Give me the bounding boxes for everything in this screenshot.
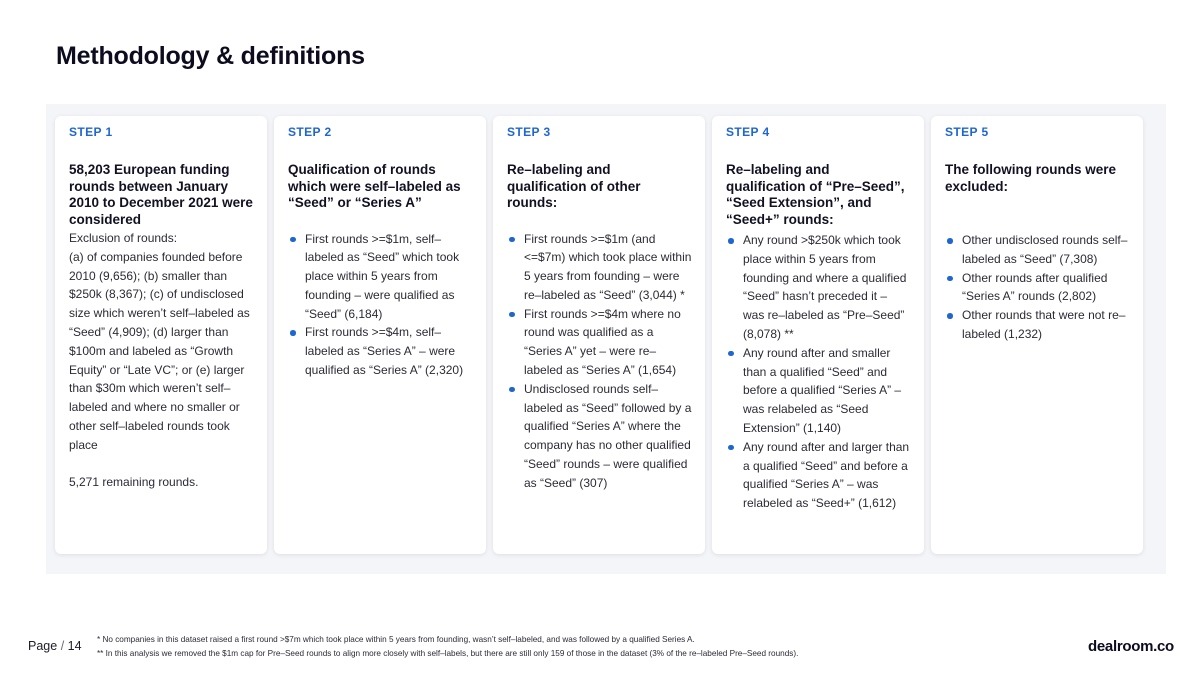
list-item: Undisclosed rounds self–labeled as “Seed” followed by a qualified “Series A” where the company has no other qualified “Seed” rounds – were qualified as “Seed” (307)	[507, 380, 692, 493]
step-5-card	[931, 116, 1143, 554]
step-1-intro: Exclusion of rounds:	[69, 231, 178, 245]
list-item: Other undisclosed rounds self–labeled as “Seed” (7,308)	[945, 231, 1130, 269]
list-item: First rounds >=$1m, self–labeled as “Seed” which took place within 5 years from founding – were qualified as “Seed” (6,184)	[288, 230, 473, 324]
step-2-bullets	[288, 230, 473, 380]
step-1-body: (a) of companies founded before 2010 (9,656); (b) smaller than $250k (8,367); (c) of undisclosed size which weren’t self–labeled as “Seed” (4,909); (d) larger than $100m and labeled as “Growth Equity” or “Late VC”; or (e) larger than $30m which weren’t self–labeled and where no smaller or other self–labeled rounds took place	[69, 249, 250, 452]
page-number	[28, 639, 82, 653]
step-5-heading: The following rounds were excluded:	[945, 162, 1117, 194]
footnotes	[97, 633, 798, 660]
list-item: First rounds >=$1m (and <=$7m) which took place within 5 years from founding – were re–labeled as “Seed” (3,044) *	[507, 230, 692, 305]
list-item: Other rounds that were not re–labeled (1,232)	[945, 306, 1130, 344]
list-item: First rounds >=$4m, self–labeled as “Series A” – were qualified as “Series A” (2,320)	[288, 323, 473, 379]
step-3-card	[493, 116, 705, 554]
list-item: Other rounds after qualified “Series A” rounds (2,802)	[945, 269, 1130, 307]
dealroom-logo: dealroom.co	[1088, 638, 1174, 655]
list-item: Any round after and larger than a qualified “Seed” and before a qualified “Series A” – was relabeled as “Seed+” (1,612)	[726, 438, 911, 513]
step-3-heading: Re–labeling and qualification of other rounds:	[507, 162, 641, 210]
footnote-2: ** In this analysis we removed the $1m cap for Pre–Seed rounds to align more closely with self–labels, but there are still only 159 of those in the dataset (3% of the re–labeled Pre–Seed rounds).	[97, 648, 799, 658]
step-1-heading: 58,203 European funding rounds between January 2010 to December 2021 were considered	[69, 162, 253, 227]
step-2-heading: Qualification of rounds which were self–labeled as “Seed” or “Series A”	[288, 162, 461, 210]
list-item: First rounds >=$4m where no round was qualified as a “Series A” yet – were re–labeled as “Series A” (1,654)	[507, 305, 692, 380]
page-label: Page	[28, 639, 58, 653]
list-item: Any round >$250k which took place within 5 years from founding and where a qualified “Seed” hasn’t preceded it – was re–labeled as “Pre–Seed” (8,078) **	[726, 231, 911, 344]
step-3-label: STEP 3	[507, 125, 551, 139]
step-4-label: STEP 4	[726, 125, 770, 139]
page-separator: /	[60, 639, 65, 653]
step-3-bullets	[507, 230, 692, 493]
step-1-card	[55, 116, 267, 554]
page-title: Methodology & definitions	[56, 42, 365, 70]
footnote-1: * No companies in this dataset raised a first round >$7m which took place within 5 years from founding, wasn’t self–labeled, and was followed by a qualified Series A.	[97, 635, 695, 644]
step-5-bullets	[945, 231, 1130, 344]
list-item: Any round after and smaller than a qualified “Seed” and before a qualified “Series A” – was relabeled as “Seed Extension” (1,140)	[726, 344, 911, 438]
page-number-value: 14	[67, 639, 82, 653]
step-2-label: STEP 2	[288, 125, 332, 139]
step-1-label: STEP 1	[69, 125, 113, 139]
step-4-card	[712, 116, 924, 554]
step-4-bullets	[726, 231, 911, 513]
step-4-heading: Re–labeling and qualification of “Pre–Seed”, “Seed Extension”, and “Seed+” rounds:	[726, 162, 905, 227]
step-5-label: STEP 5	[945, 125, 989, 139]
step-2-card	[274, 116, 486, 554]
step-1-remaining: 5,271 remaining rounds.	[69, 475, 199, 490]
